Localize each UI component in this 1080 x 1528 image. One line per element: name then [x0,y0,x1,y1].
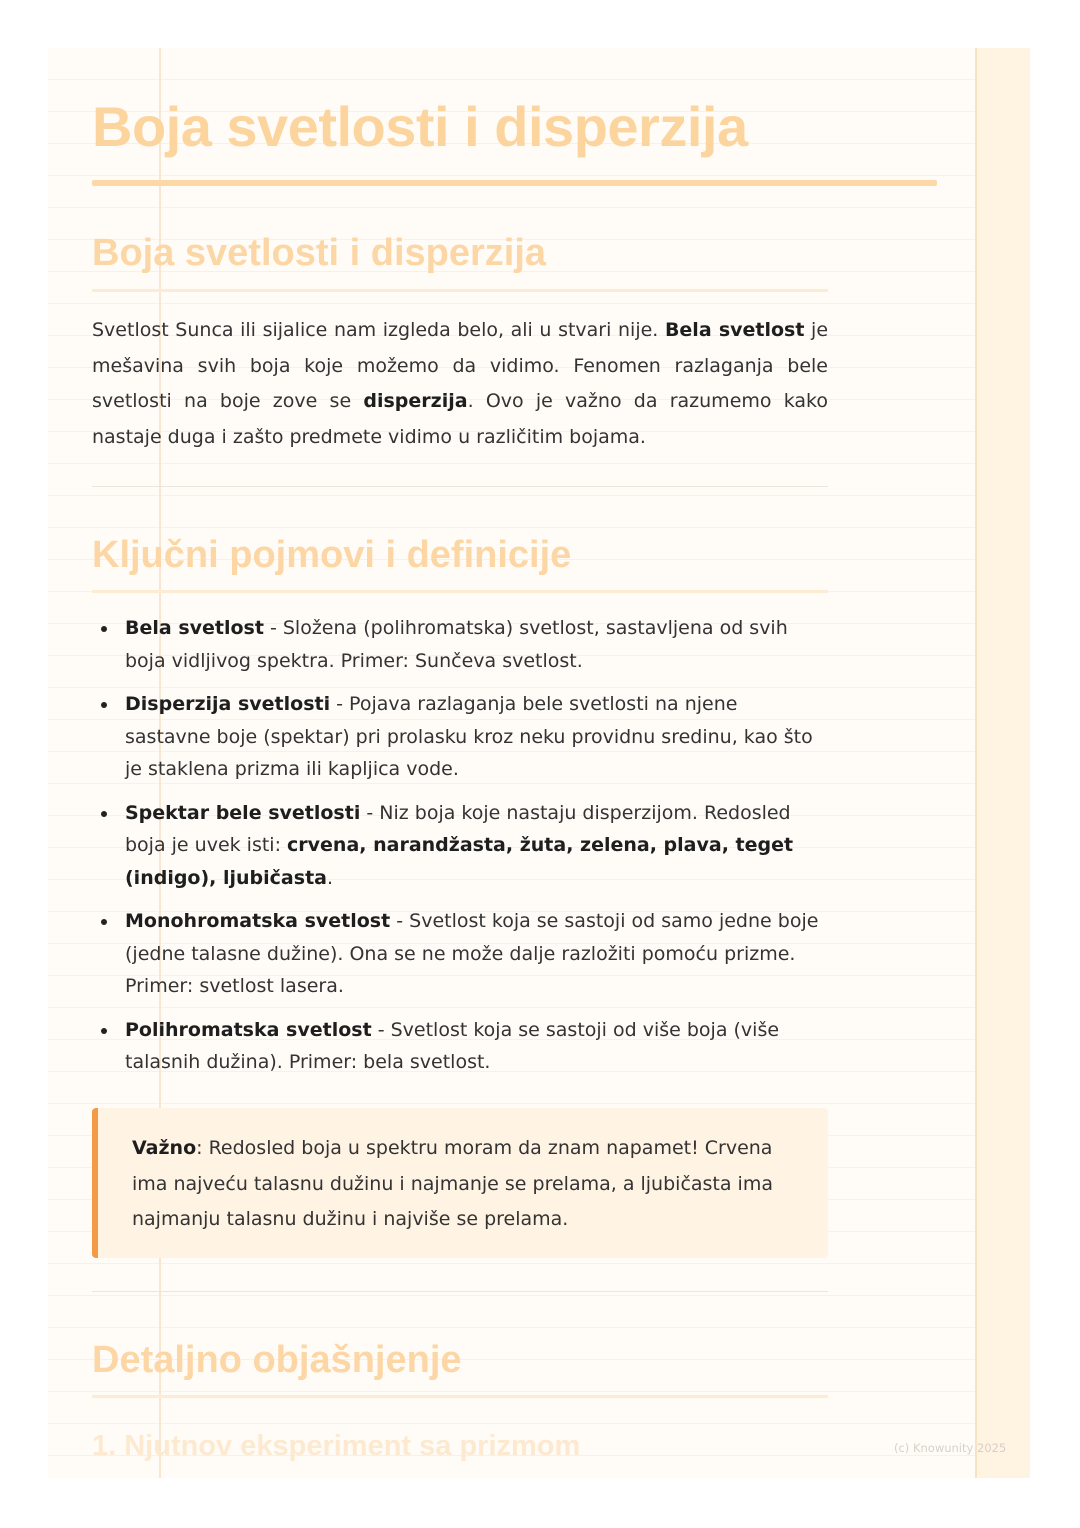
copyright-footer: (c) Knowunity 2025 [894,1441,1007,1455]
page-title: Boja svetlosti i disperzija [92,95,748,158]
list-item [92,688,828,786]
definition-text: - Složena (polihromatska) svetlost, sastavljena od svih boja vidljivog spektra. Primer: Sunčeva svetlost. [125,617,788,672]
definition-term: Monohromatska svetlost [125,910,391,932]
list-item [92,797,828,895]
definition-text: - Svetlost koja se sastoji od samo jedne boje (jedne talasne dužine). Ona se ne može dalje razložiti pomoću prizme. Primer: svetlost lasera. [125,910,819,997]
definition-term: Spektar bele svetlosti [125,801,361,824]
list-item [92,1014,828,1079]
section-heading-intro: Boja svetlosti i disperzija [92,232,547,274]
section-divider [92,486,828,487]
definitions-list [92,612,828,1090]
list-item [92,905,828,1003]
subsection-heading: 1. Njutnov eksperiment sa prizmom [92,1430,581,1462]
list-item [92,612,828,677]
note-label: Važno [132,1137,197,1159]
definition-text: - Niz boja koje nastaju disperzijom. Redosled boja je uvek isti: [125,801,791,856]
intro-bold-term: disperzija [363,390,468,412]
intro-text: je mešavina svih boja koje možemo da vidimo. Fenomen razlaganja bele svetlosti na boje zove se [92,319,829,412]
important-note [92,1108,828,1258]
intro-bold-term: Bela svetlost [664,319,805,341]
section-underline [92,289,828,292]
notebook-page [48,48,1030,1478]
section-underline [92,1395,828,1398]
intro-text: Svetlost Sunca ili sijalice nam izgleda belo, ali u stvari nije. [92,319,665,341]
intro-text: . Ovo je važno da razumemo kako nastaje duga i zašto predmete vidimo u različitim bojama. [92,390,828,448]
definition-term: Bela svetlost [125,617,264,639]
right-margin-band [975,48,1030,1478]
section-underline [92,590,828,593]
definition-text: . [326,866,334,889]
note-text: : Redosled boja u spektru moram da znam napamet! Crvena ima najveću talasnu dužinu i najmanje se prelama, a ljubičasta ima najmanju talasnu dužinu i najviše se prelama. [132,1137,773,1230]
title-underline [92,180,937,186]
spectrum-colors: crvena, narandžasta, žuta, zelena, plava, teget (indigo), ljubičasta [125,834,794,889]
intro-paragraph [92,313,828,455]
definition-text: - Pojava razlaganja bele svetlosti na njene sastavne boje (spektar) pri prolasku kroz neku providnu sredinu, kao što je staklena prizma ili kapljica vode. [125,693,813,780]
definition-text: - Svetlost koja se sastoji od više boja (više talasnih dužina). Primer: bela svetlost. [125,1018,780,1073]
definition-term: Disperzija svetlosti [125,693,331,715]
section-heading-definitions: Ključni pojmovi i definicije [92,534,572,576]
section-heading-details: Detaljno objašnjenje [92,1339,462,1381]
definition-term: Polihromatska svetlost [125,1018,372,1041]
section-divider [92,1291,828,1292]
